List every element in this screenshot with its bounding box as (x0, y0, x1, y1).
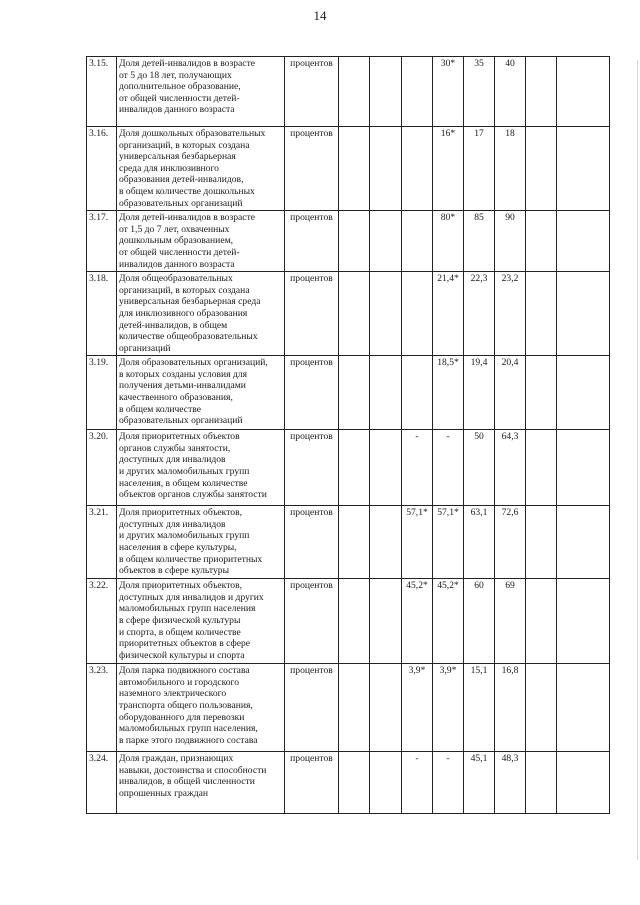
value-cell: 69 (495, 579, 526, 664)
value-cell (370, 57, 402, 127)
value-cell: 45,2* (402, 579, 433, 664)
indicator-name: Доля парка подвижного состава автомобильного и городского наземного электрического транспорта общего пользования, оборудованного для перевозки маломобильных групп населения, в парке этого подвижного состава (117, 664, 285, 752)
indicator-name: Доля детей-инвалидов в возрасте от 1,5 до 7 лет, охваченных дошкольным образованием, от общей численности детей- инвалидов данного возраста (117, 211, 285, 272)
value-cell: 15,1 (464, 664, 495, 752)
row-number: 3.21. (87, 506, 117, 579)
value-cell (526, 356, 557, 430)
value-cell (339, 430, 370, 506)
page-number: 14 (313, 8, 327, 23)
value-cell: 18 (495, 127, 526, 211)
value-cell (370, 506, 402, 579)
value-cell (339, 664, 370, 752)
value-cell (339, 57, 370, 127)
value-cell (370, 211, 402, 272)
value-cell (339, 211, 370, 272)
value-cell (557, 579, 610, 664)
value-cell: 57,1* (402, 506, 433, 579)
table-row (87, 356, 610, 430)
value-cell (370, 272, 402, 356)
value-cell (402, 211, 433, 272)
indicator-name: Доля приоритетных объектов, доступных для инвалидов и других маломобильных групп населения в сфере культуры, в общем количестве приоритетных объектов в сфере культуры (117, 506, 285, 579)
value-cell: - (402, 430, 433, 506)
value-cell: 3,9* (433, 664, 464, 752)
value-cell (557, 430, 610, 506)
value-cell (402, 57, 433, 127)
value-cell: 22,3 (464, 272, 495, 356)
unit-cell: процентов (285, 506, 339, 579)
indicator-name: Доля приоритетных объектов органов службы занятости, доступных для инвалидов и других маломобильных групп населения, в общем количестве объектов органов службы занятости (117, 430, 285, 506)
row-number: 3.23. (87, 664, 117, 752)
indicator-name: Доля граждан, признающих навыки, достоинства и способности инвалидов, в общей численности опрошенных граждан (117, 752, 285, 814)
indicators-table (86, 56, 610, 814)
table-row (87, 272, 610, 356)
row-number: 3.19. (87, 356, 117, 430)
value-cell (526, 579, 557, 664)
value-cell (557, 664, 610, 752)
unit-cell: процентов (285, 752, 339, 814)
value-cell (339, 579, 370, 664)
value-cell (339, 506, 370, 579)
table-row (87, 752, 610, 814)
value-cell (557, 752, 610, 814)
value-cell (402, 356, 433, 430)
value-cell: 23,2 (495, 272, 526, 356)
indicator-name: Доля детей-инвалидов в возрасте от 5 до 18 лет, получающих дополнительное образование, от общей численности детей- инвалидов данного возраста (117, 57, 285, 127)
value-cell (526, 127, 557, 211)
value-cell (402, 127, 433, 211)
value-cell (370, 752, 402, 814)
value-cell (339, 272, 370, 356)
value-cell (526, 272, 557, 356)
row-number: 3.18. (87, 272, 117, 356)
value-cell: 45,2* (433, 579, 464, 664)
value-cell (526, 211, 557, 272)
value-cell (526, 430, 557, 506)
value-cell: 60 (464, 579, 495, 664)
row-number: 3.16. (87, 127, 117, 211)
value-cell: 72,6 (495, 506, 526, 579)
unit-cell: процентов (285, 57, 339, 127)
value-cell (557, 57, 610, 127)
value-cell: 85 (464, 211, 495, 272)
unit-cell: процентов (285, 579, 339, 664)
unit-cell: процентов (285, 356, 339, 430)
value-cell (339, 752, 370, 814)
table-body (87, 57, 610, 814)
value-cell: 48,3 (495, 752, 526, 814)
value-cell: 17 (464, 127, 495, 211)
value-cell (526, 57, 557, 127)
value-cell (339, 356, 370, 430)
table-row (87, 506, 610, 579)
value-cell (557, 506, 610, 579)
value-cell (370, 127, 402, 211)
value-cell: 35 (464, 57, 495, 127)
unit-cell: процентов (285, 664, 339, 752)
table-row (87, 211, 610, 272)
value-cell: 64,3 (495, 430, 526, 506)
table-row (87, 57, 610, 127)
value-cell: 57,1* (433, 506, 464, 579)
table-row (87, 430, 610, 506)
value-cell (370, 430, 402, 506)
row-number: 3.20. (87, 430, 117, 506)
value-cell: 40 (495, 57, 526, 127)
value-cell: 90 (495, 211, 526, 272)
value-cell: 30* (433, 57, 464, 127)
row-number: 3.24. (87, 752, 117, 814)
value-cell: 16* (433, 127, 464, 211)
table-row (87, 579, 610, 664)
value-cell: - (433, 752, 464, 814)
row-number: 3.22. (87, 579, 117, 664)
value-cell: 50 (464, 430, 495, 506)
value-cell: - (433, 430, 464, 506)
indicator-name: Доля общеобразовательных организаций, в которых создана универсальная безбарьерная среда для инклюзивного образования детей-инвалидов, в общем количестве общеобразовательных организаций (117, 272, 285, 356)
table-row (87, 664, 610, 752)
unit-cell: процентов (285, 127, 339, 211)
value-cell (557, 127, 610, 211)
unit-cell: процентов (285, 272, 339, 356)
value-cell (370, 356, 402, 430)
value-cell: 20,4 (495, 356, 526, 430)
unit-cell: процентов (285, 211, 339, 272)
indicator-name: Доля приоритетных объектов, доступных для инвалидов и других маломобильных групп населения в сфере физической культуры и спорта, в общем количестве приоритетных объектов в сфере физической культуры и спорта (117, 579, 285, 664)
value-cell: 18,5* (433, 356, 464, 430)
indicator-name: Доля дошкольных образовательных организаций, в которых создана универсальная безбарьерная среда для инклюзивного образования детей-инвалидов, в общем количестве дошкольных образовательных организаций (117, 127, 285, 211)
value-cell (370, 664, 402, 752)
value-cell: 21,4* (433, 272, 464, 356)
value-cell (557, 272, 610, 356)
value-cell: 19,4 (464, 356, 495, 430)
unit-cell: процентов (285, 430, 339, 506)
indicator-name: Доля образовательных организаций, в которых созданы условия для получения детьми-инвалидами качественного образования, в общем количестве образовательных организаций (117, 356, 285, 430)
value-cell (370, 579, 402, 664)
value-cell: 16,8 (495, 664, 526, 752)
value-cell: 63,1 (464, 506, 495, 579)
value-cell (526, 664, 557, 752)
value-cell: 45,1 (464, 752, 495, 814)
scan-edge-line (637, 60, 638, 860)
table-row (87, 127, 610, 211)
value-cell: 80* (433, 211, 464, 272)
value-cell: - (402, 752, 433, 814)
row-number: 3.15. (87, 57, 117, 127)
value-cell (402, 272, 433, 356)
value-cell (557, 356, 610, 430)
value-cell (526, 506, 557, 579)
row-number: 3.17. (87, 211, 117, 272)
value-cell (526, 752, 557, 814)
value-cell (339, 127, 370, 211)
value-cell (557, 211, 610, 272)
value-cell: 3,9* (402, 664, 433, 752)
